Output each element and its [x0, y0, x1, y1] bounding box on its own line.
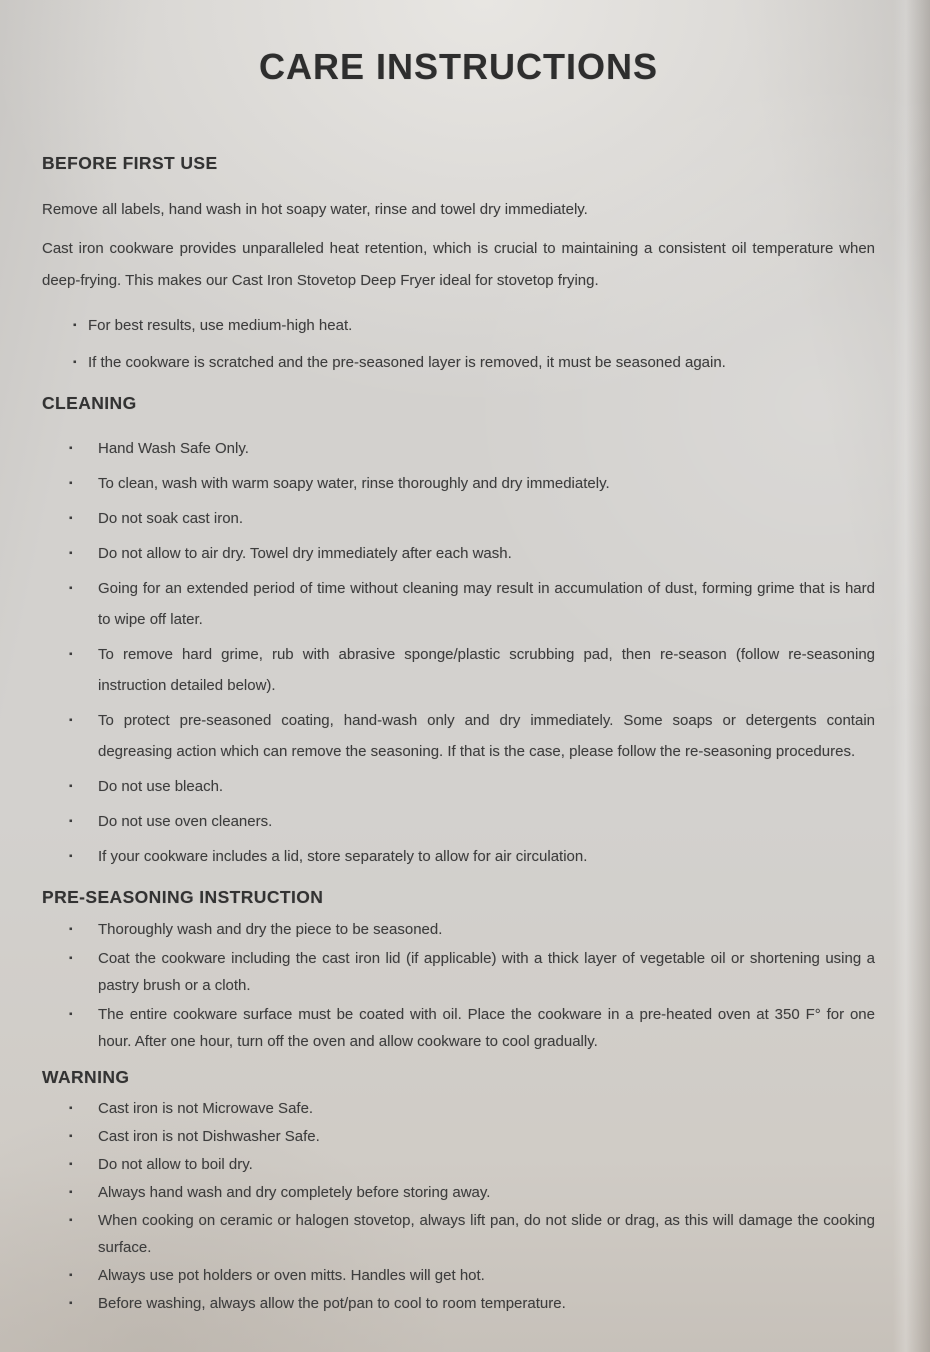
list-item: ▪ Do not use bleach.: [42, 771, 875, 802]
section-heading: WARNING: [42, 1067, 130, 1087]
list-item: ▪ Thoroughly wash and dry the piece to be seasoned.: [42, 916, 875, 943]
list-item: ▪ Cast iron is not Dishwasher Safe.: [42, 1123, 875, 1150]
bullet-list: [42, 310, 875, 378]
list-item: ▪ Always use pot holders or oven mitts. Handles will get hot.: [42, 1262, 875, 1289]
section-heading: PRE-SEASONING INSTRUCTION: [42, 887, 324, 907]
paragraph: Remove all labels, hand wash in hot soapy water, rinse and towel dry immediately.: [42, 201, 588, 218]
list-item: ▪ Cast iron is not Microwave Safe.: [42, 1095, 875, 1122]
paragraph: Cast iron cookware provides unparalleled heat retention, which is crucial to maintaining a consistent oil temperature when deep-frying. This makes our Cast Iron Stovetop Deep Fryer ideal for stovetop frying.: [42, 240, 875, 289]
list-item: ▪ If the cookware is scratched and the pre-seasoned layer is removed, it must be seasoned again.: [42, 347, 875, 378]
section-before-first-use: [42, 152, 875, 378]
list-item: ▪ Hand Wash Safe Only.: [42, 433, 875, 464]
list-item: ▪ To remove hard grime, rub with abrasive sponge/plastic scrubbing pad, then re-season (follow re-seasoning instruction detailed below).: [42, 639, 875, 701]
section-warning: [42, 1066, 875, 1317]
document-sections: [42, 152, 875, 1317]
list-item: ▪ When cooking on ceramic or halogen stovetop, always lift pan, do not slide or drag, as this will damage the cooking surface.: [42, 1207, 875, 1261]
list-item: ▪ Do not soak cast iron.: [42, 503, 875, 534]
list-item: ▪ Do not allow to air dry. Towel dry immediately after each wash.: [42, 538, 875, 569]
list-item: ▪ Before washing, always allow the pot/pan to cool to room temperature.: [42, 1290, 875, 1317]
section-heading: BEFORE FIRST USE: [42, 153, 218, 173]
list-item: ▪ The entire cookware surface must be coated with oil. Place the cookware in a pre-heated oven at 350 F° for one hour. After one hour, turn off the oven and allow cookware to cool gradually.: [42, 1001, 875, 1055]
list-item: ▪ To clean, wash with warm soapy water, rinse thoroughly and dry immediately.: [42, 468, 875, 499]
list-item: ▪ Do not use oven cleaners.: [42, 806, 875, 837]
section-pre-seasoning-instruction: [42, 886, 875, 1055]
section-heading: CLEANING: [42, 393, 137, 413]
list-item: ▪ Going for an extended period of time without cleaning may result in accumulation of dust, forming grime that is hard to wipe off later.: [42, 573, 875, 635]
bullet-list: [42, 1095, 875, 1317]
bullet-list: [42, 433, 875, 872]
bullet-list: [42, 916, 875, 1055]
list-item: ▪ Coat the cookware including the cast iron lid (if applicable) with a thick layer of vegetable oil or shortening using a pastry brush or a cloth.: [42, 945, 875, 999]
list-item: ▪ To protect pre-seasoned coating, hand-wash only and dry immediately. Some soaps or detergents contain degreasing action which can remove the seasoning. If that is the case, please follow the re-seasoning procedures.: [42, 705, 875, 767]
page-title: CARE INSTRUCTIONS: [258, 46, 658, 87]
list-item: ▪ Always hand wash and dry completely before storing away.: [42, 1179, 875, 1206]
list-item: ▪ If your cookware includes a lid, store separately to allow for air circulation.: [42, 841, 875, 872]
list-item: ▪ Do not allow to boil dry.: [42, 1151, 875, 1178]
section-cleaning: [42, 392, 875, 872]
list-item: ▪ For best results, use medium-high heat.: [42, 310, 875, 341]
